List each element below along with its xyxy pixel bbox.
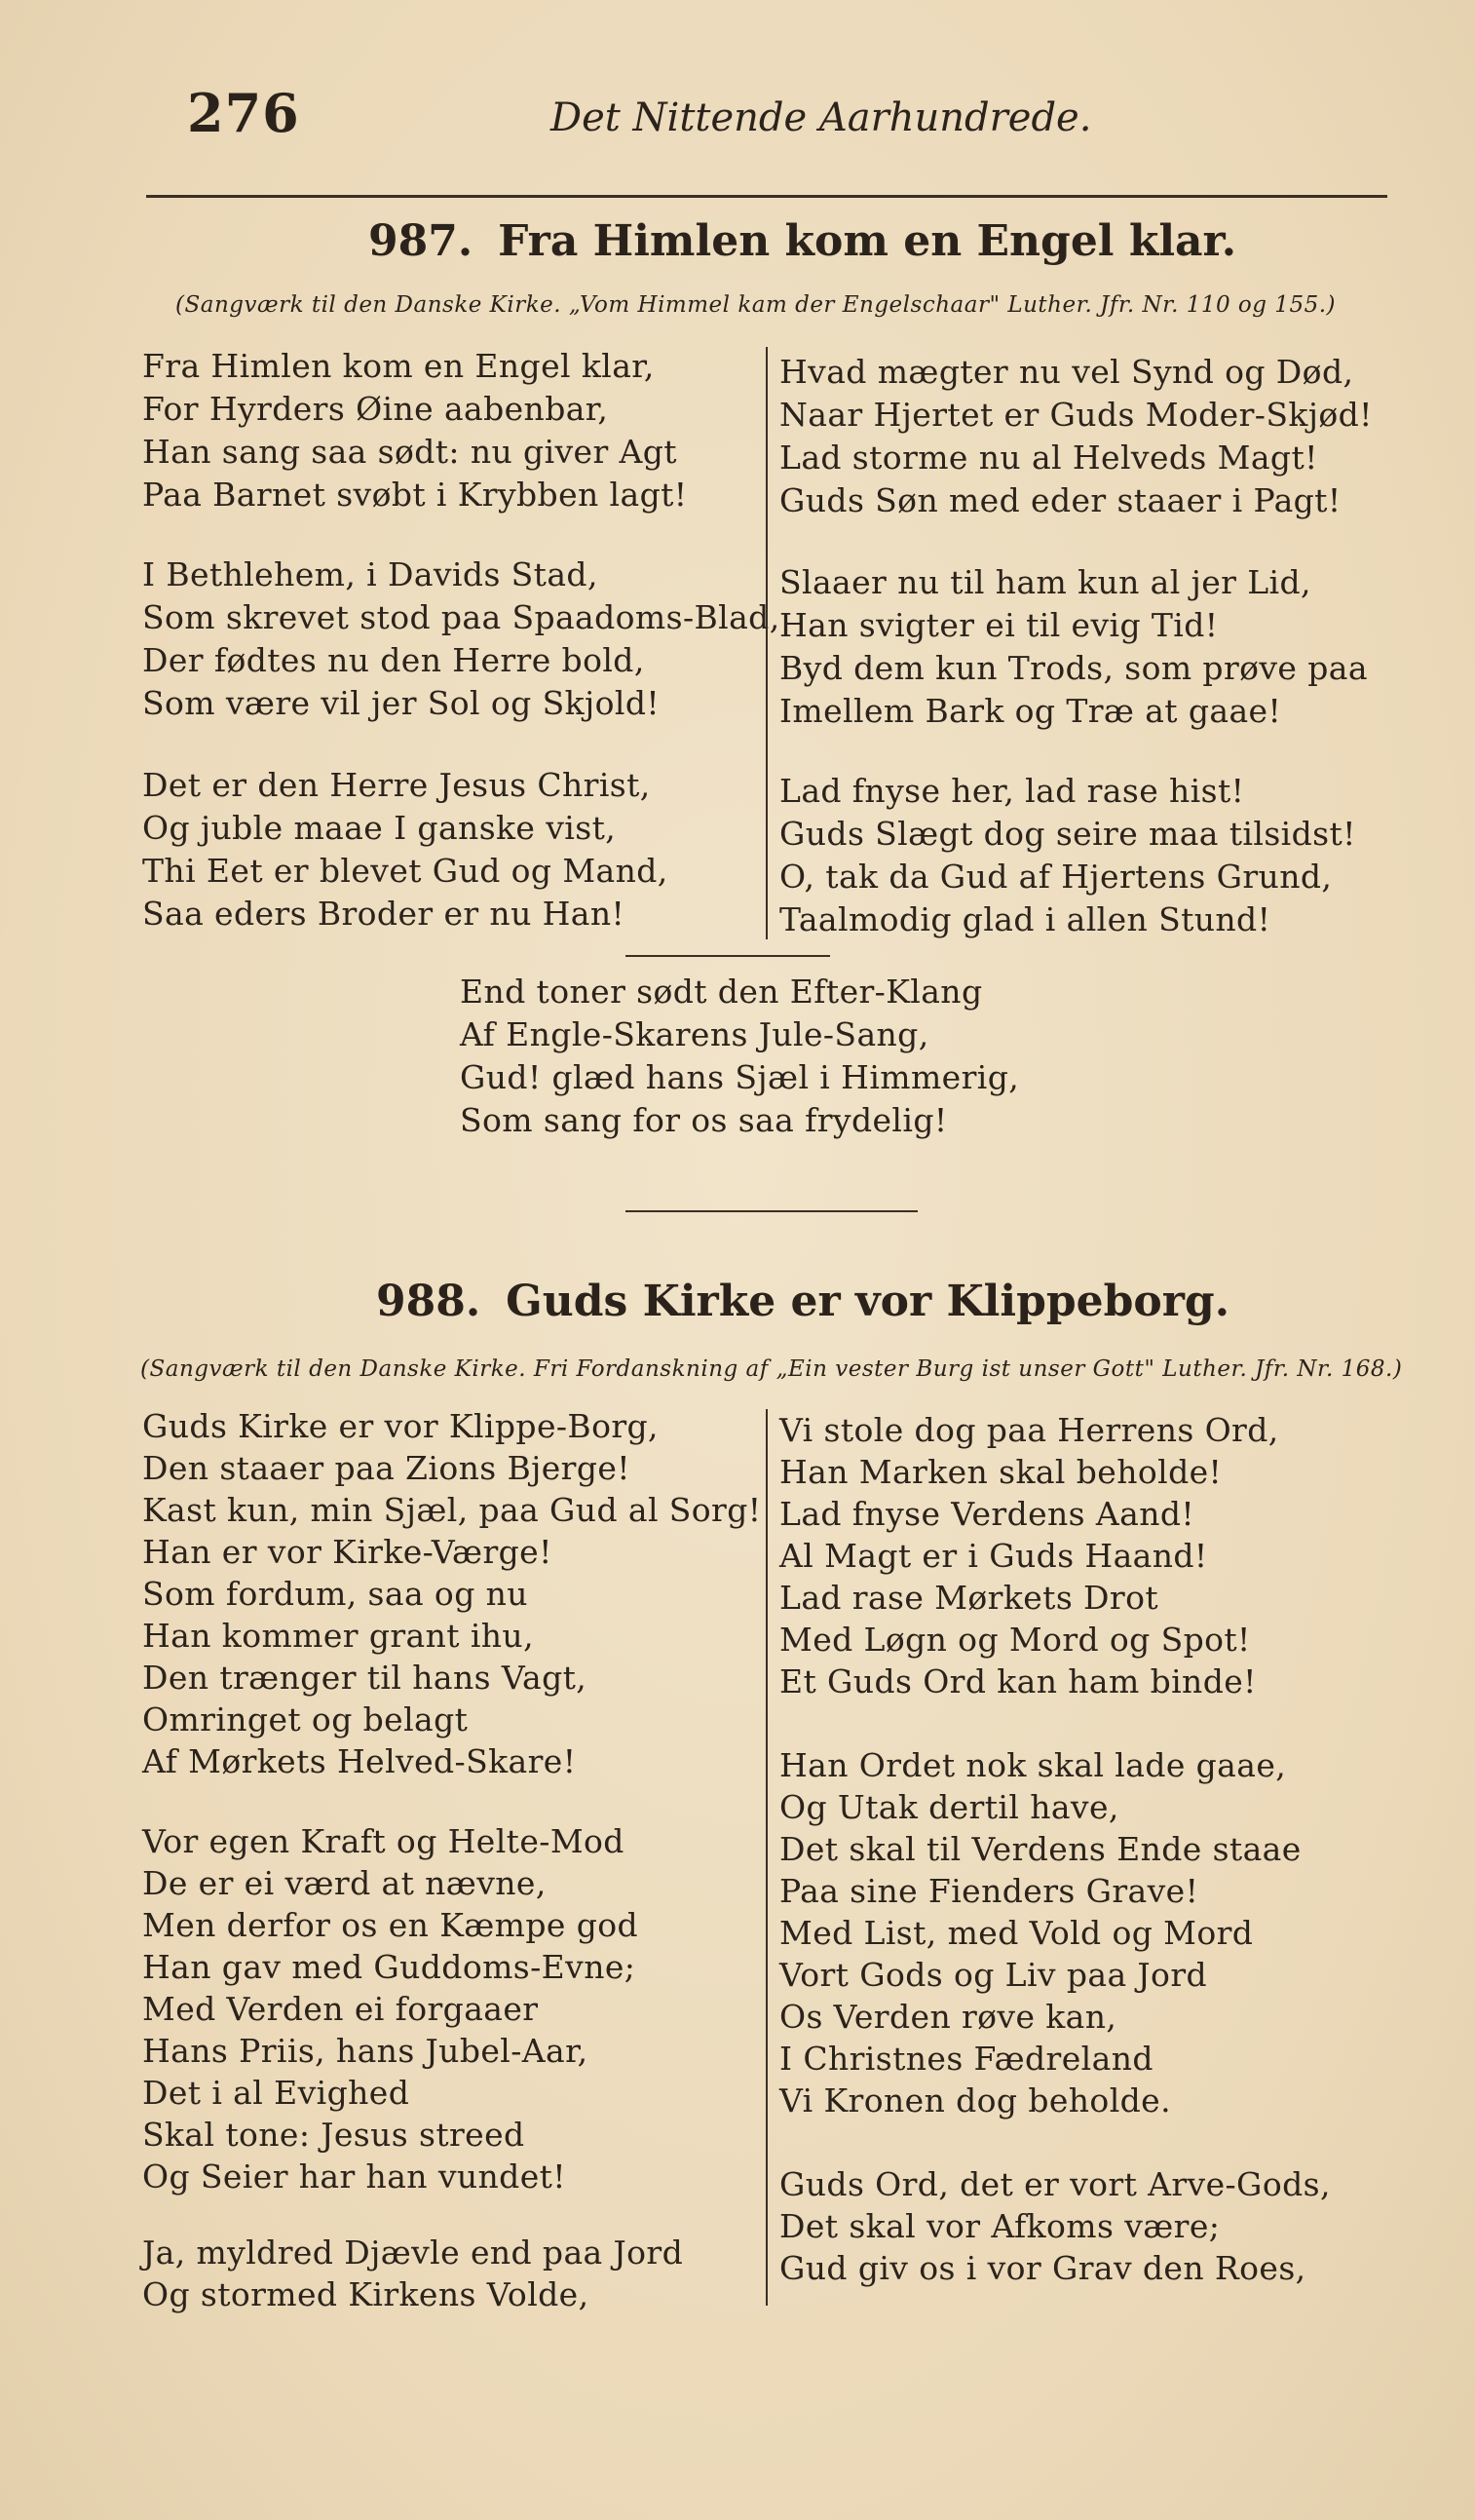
verse-line: Gud giv os i vor Grav den Roes, [779,2249,1306,2287]
song-987-left-stanza-3 [142,764,668,935]
song-987-final-stanza [460,971,1019,1142]
verse-line: Lad fnyse Verdens Aand! [779,1495,1195,1533]
column-divider [766,347,768,939]
verse-line: Men derfor os en Kæmpe god [142,1906,639,1944]
verse-line: Os Verden røve kan, [779,1998,1117,2036]
verse-line: Vi Kronen dog beholde. [779,2081,1171,2119]
verse-line: Det i al Evighed [142,2074,410,2112]
verse-line: Med Løgn og Mord og Spot! [779,1621,1251,1659]
verse-line: Saa eders Broder er nu Han! [142,895,625,933]
verse-line: Den staaer paa Zions Bjerge! [142,1449,630,1487]
verse-line: Han svigter ei til evig Tid! [779,606,1219,644]
verse-line: Thi Eet er blevet Gud og Mand, [142,852,668,890]
song-988-right-stanza-3 [779,2163,1331,2289]
verse-line: Al Magt er i Guds Haand! [779,1537,1208,1575]
verse-line: Skal tone: Jesus streed [142,2116,525,2154]
verse-line: Som være vil jer Sol og Skjold! [142,684,661,722]
verse-line: Byd dem kun Trods, som prøve paa [779,649,1368,687]
verse-line: Det skal til Verdens Ende staae [779,1830,1302,1868]
verse-line: Kast kun, min Sjæl, paa Gud al Sorg! [142,1491,762,1529]
song-988-left-stanza-1 [142,1405,761,1782]
verse-line: Omringet og belagt [142,1700,469,1738]
verse-line: Af Engle-Skarens Jule-Sang, [460,1015,929,1053]
song-987-title [368,216,1236,266]
verse-line: Som fordum, saa og nu [142,1575,528,1613]
song-987-subtitle: (Sangværk til den Danske Kirke. „Vom Himmel kam der Engelschaar" Luther. Jfr. Nr. 110 og 155.) [175,292,1336,318]
verse-line: Og juble maae I ganske vist, [142,809,617,847]
song-988-name: Guds Kirke er vor Klippeborg. [506,1277,1230,1326]
verse-line: Guds Kirke er vor Klippe-Borg, [142,1407,659,1445]
verse-line: Slaaer nu til ham kun al jer Lid, [779,563,1311,601]
running-title: Det Nittende Aarhundrede. [550,95,1092,140]
verse-line: Vor egen Kraft og Helte-Mod [142,1822,624,1860]
verse-line: Lad fnyse her, lad rase hist! [779,772,1245,810]
verse-line: Guds Ord, det er vort Arve-Gods, [779,2165,1331,2203]
verse-line: I Bethlehem, i Davids Stad, [142,555,598,593]
verse-line: Fra Himlen kom en Engel klar, [142,347,655,385]
verse-line: Der fødtes nu den Herre bold, [142,641,645,679]
header-rule [146,195,1387,198]
verse-line: End toner sødt den Efter-Klang [460,973,983,1011]
verse-line: Paa sine Fienders Grave! [779,1872,1199,1910]
verse-line: De er ei værd at nævne, [142,1864,547,1902]
verse-line: Han Marken skal beholde! [779,1453,1223,1491]
song-988-subtitle: (Sangværk til den Danske Kirke. Fri Fordanskning af „Ein vester Burg ist unser Gott" Luther. Jfr. Nr. 168.) [140,1356,1403,1382]
song-988-left-stanza-2 [142,1820,638,2197]
verse-line: Guds Søn med eder staaer i Pagt! [779,481,1342,519]
verse-line: Han Ordet nok skal lade gaae, [779,1746,1287,1784]
verse-line: Vort Gods og Liv paa Jord [779,1956,1208,1994]
song-988-right-stanza-1 [779,1409,1279,1702]
verse-line: Af Mørkets Helved-Skare! [142,1742,577,1780]
song-987-left-stanza-2 [142,554,780,725]
verse-line: Hvad mægter nu vel Synd og Død, [779,353,1354,391]
verse-line: Naar Hjertet er Guds Moder-Skjød! [779,396,1373,434]
verse-line: Det er den Herre Jesus Christ, [142,766,651,804]
song-987-right-stanza-3 [779,770,1356,941]
verse-line: Lad storme nu al Helveds Magt! [779,439,1318,477]
verse-line: Og stormed Kirkens Volde, [142,2275,589,2313]
verse-line: Han er vor Kirke-Værge! [142,1533,552,1571]
song-988-title [376,1277,1229,1326]
verse-line: Den trænger til hans Vagt, [142,1659,587,1697]
song-988-right-stanza-2 [779,1744,1302,2121]
verse-line: Med Verden ei forgaaer [142,1990,539,2028]
verse-line: Han sang saa sødt: nu giver Agt [142,433,677,471]
verse-line: Taalmodig glad i allen Stund! [779,900,1271,938]
verse-line: Vi stole dog paa Herrens Ord, [779,1411,1279,1449]
song-987-number: 987. [368,216,473,266]
verse-line: O, tak da Gud af Hjertens Grund, [779,858,1333,896]
page-number: 276 [187,82,300,144]
song-987-right-stanza-2 [779,561,1368,733]
song-987-right-stanza-1 [779,351,1373,522]
verse-line: Med List, med Vold og Mord [779,1914,1254,1952]
verse-line: I Christnes Fædreland [779,2040,1154,2078]
verse-line: Og Seier har han vundet! [142,2157,566,2195]
song-separator [625,1210,918,1212]
column-divider [766,1409,768,2306]
song-988-left-stanza-3 [142,2232,683,2315]
stanza-separator [625,955,830,957]
verse-line: For Hyrders Øine aabenbar, [142,390,609,428]
song-988-number: 988. [376,1277,481,1326]
verse-line: Som skrevet stod paa Spaadoms-Blad, [142,598,780,636]
verse-line: Imellem Bark og Træ at gaae! [779,692,1282,730]
song-987-name: Fra Himlen kom en Engel klar. [498,216,1237,266]
verse-line: Han kommer grant ihu, [142,1617,534,1655]
song-987-left-stanza-1 [142,345,687,516]
verse-line: Paa Barnet svøbt i Krybben lagt! [142,476,688,514]
verse-line: Han gav med Guddoms-Evne; [142,1948,636,1986]
verse-line: Ja, myldred Djævle end paa Jord [142,2234,684,2272]
verse-line: Og Utak dertil have, [779,1788,1119,1826]
verse-line: Gud! glæd hans Sjæl i Himmerig, [460,1058,1020,1096]
verse-line: Det skal vor Afkoms være; [779,2207,1221,2245]
verse-line: Guds Slægt dog seire maa tilsidst! [779,815,1356,853]
verse-line: Lad rase Mørkets Drot [779,1579,1159,1617]
verse-line: Hans Priis, hans Jubel-Aar, [142,2032,588,2070]
verse-line: Et Guds Ord kan ham binde! [779,1662,1257,1700]
verse-line: Som sang for os saa frydelig! [460,1101,948,1139]
